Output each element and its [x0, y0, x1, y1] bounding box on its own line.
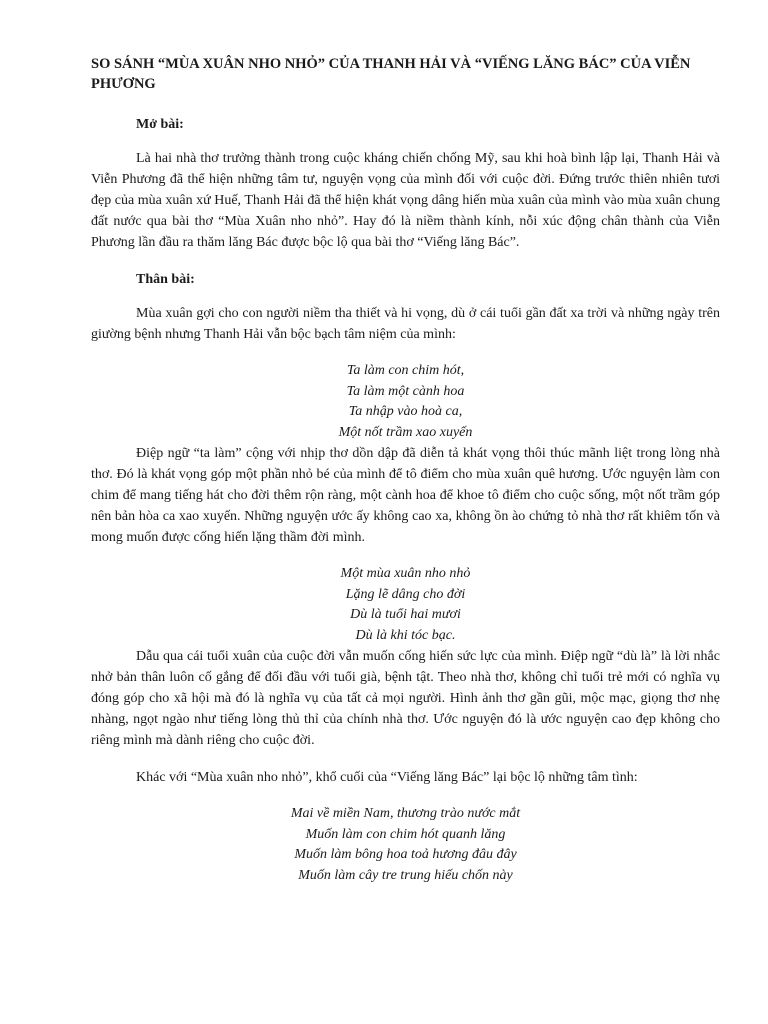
spacer: [91, 548, 720, 564]
poem-line: Một mùa xuân nho nhỏ: [340, 566, 471, 581]
poem-line: Muốn làm cây tre trung hiếu chốn này: [298, 867, 513, 883]
body-paragraph-4: Khác với “Mùa xuân nho nhỏ”, khổ cuối của “Viếng lăng Bác” lại bộc lộ những tâm tình:: [136, 770, 638, 785]
body-paragraph-1: Mùa xuân gợi cho con người niềm tha thiết và hi vọng, dù ở cái tuổi gần đất xa trời và những ngày trên giường bệnh nhưng Thanh Hải vẫn bộc bạch tâm niệm của mình:: [91, 306, 720, 342]
spacer: [91, 290, 720, 303]
spacer: [91, 135, 720, 148]
poem-line: Ta làm một cành hoa: [346, 383, 465, 399]
poem-line: Lặng lẽ dâng cho đời: [345, 586, 466, 602]
spacer: [91, 788, 720, 804]
poem-stanza-3: [91, 804, 720, 886]
poem-stanza-2: [91, 564, 720, 646]
poem-line: Dù là tuổi hai mươi: [350, 607, 461, 622]
poem-line: Ta nhập vào hoà ca,: [348, 404, 463, 419]
poem-line: Ta làm con chim hót,: [346, 363, 465, 378]
spacer: [91, 345, 720, 361]
poem-line: Dù là khi tóc bạc.: [355, 627, 456, 643]
body-paragraph-3: Dẫu qua cái tuổi xuân của cuộc đời vẫn muốn cống hiến sức lực của mình. Điệp ngữ “dù là” là lời nhắc nhở bản thân luôn cố gắng để đối đầu với tuổi già, bệnh tật. Theo nhà thơ, không chỉ tuổi trẻ mới có nghĩa vụ đóng góp cho xã hội mà đó là nghĩa vụ của tất cả mọi người. Hình ảnh thơ gần gũi, mộc mạc, giọng thơ nhẹ nhàng, ngọt ngào như tiếng lòng thủ thỉ của chính nhà thơ. Ước nguyện đó là ước nguyện cao đẹp không cho riêng mình mà dành riêng cho cuộc đời.: [91, 649, 720, 748]
poem-line: Muốn làm bông hoa toả hương đâu đây: [294, 847, 517, 862]
body-heading: Thân bài:: [136, 272, 195, 287]
spacer: [91, 253, 720, 269]
spacer: [91, 751, 720, 767]
poem-line: Mai về miền Nam, thương trào nước mắt: [290, 806, 521, 821]
poem-line: Một nốt trầm xao xuyến: [338, 424, 473, 440]
intro-heading: Mở bài:: [136, 117, 184, 132]
document-title: SO SÁNH “MÙA XUÂN NHO NHỎ” CỦA THANH HẢI VÀ “VIẾNG LĂNG BÁC” CỦA VIỄN PHƯƠNG: [91, 56, 691, 92]
body-paragraph-2: Điệp ngữ “ta làm” cộng với nhịp thơ dồn dập đã diễn tả khát vọng thôi thúc mãnh liệt trong lòng nhà thơ. Đó là khát vọng góp một phần nhỏ bé của mình để tô điểm cho mùa xuân quê hương. Ước nguyện làm con chim để mang tiếng hát cho đời thêm rộn ràng, một cành hoa để khoe tô điểm cho cuộc sống, một nốt trầm góp nên bản hòa ca xao xuyến. Những nguyện ước ấy không cao xa, không ồn ào chứng tỏ nhà thơ rất khiêm tốn và mong muốn được cống hiến lặng thầm đời mình.: [91, 446, 720, 545]
poem-line: Muốn làm con chim hót quanh lăng: [305, 826, 506, 842]
spacer: [91, 94, 720, 114]
intro-paragraph: Là hai nhà thơ trưởng thành trong cuộc kháng chiến chống Mỹ, sau khi hoà bình lập lại, Thanh Hải và Viễn Phương đã thể hiện những tâm tư, nguyện vọng của mình đối với cuộc đời. Đứng trước thiên nhiên tươi đẹp của mùa xuân xứ Huế, Thanh Hải đã thể hiện khát vọng dâng hiến mùa xuân của mình vào mùa xuân chung đất nước qua bài thơ “Mùa Xuân nho nhỏ”. Hay đó là niềm thành kính, nỗi xúc động chân thành của Viễn Phương lần đầu ra thăm lăng Bác được bộc lộ qua bài thơ “Viếng lăng Bác”.: [91, 151, 720, 250]
poem-stanza-1: [91, 361, 720, 443]
